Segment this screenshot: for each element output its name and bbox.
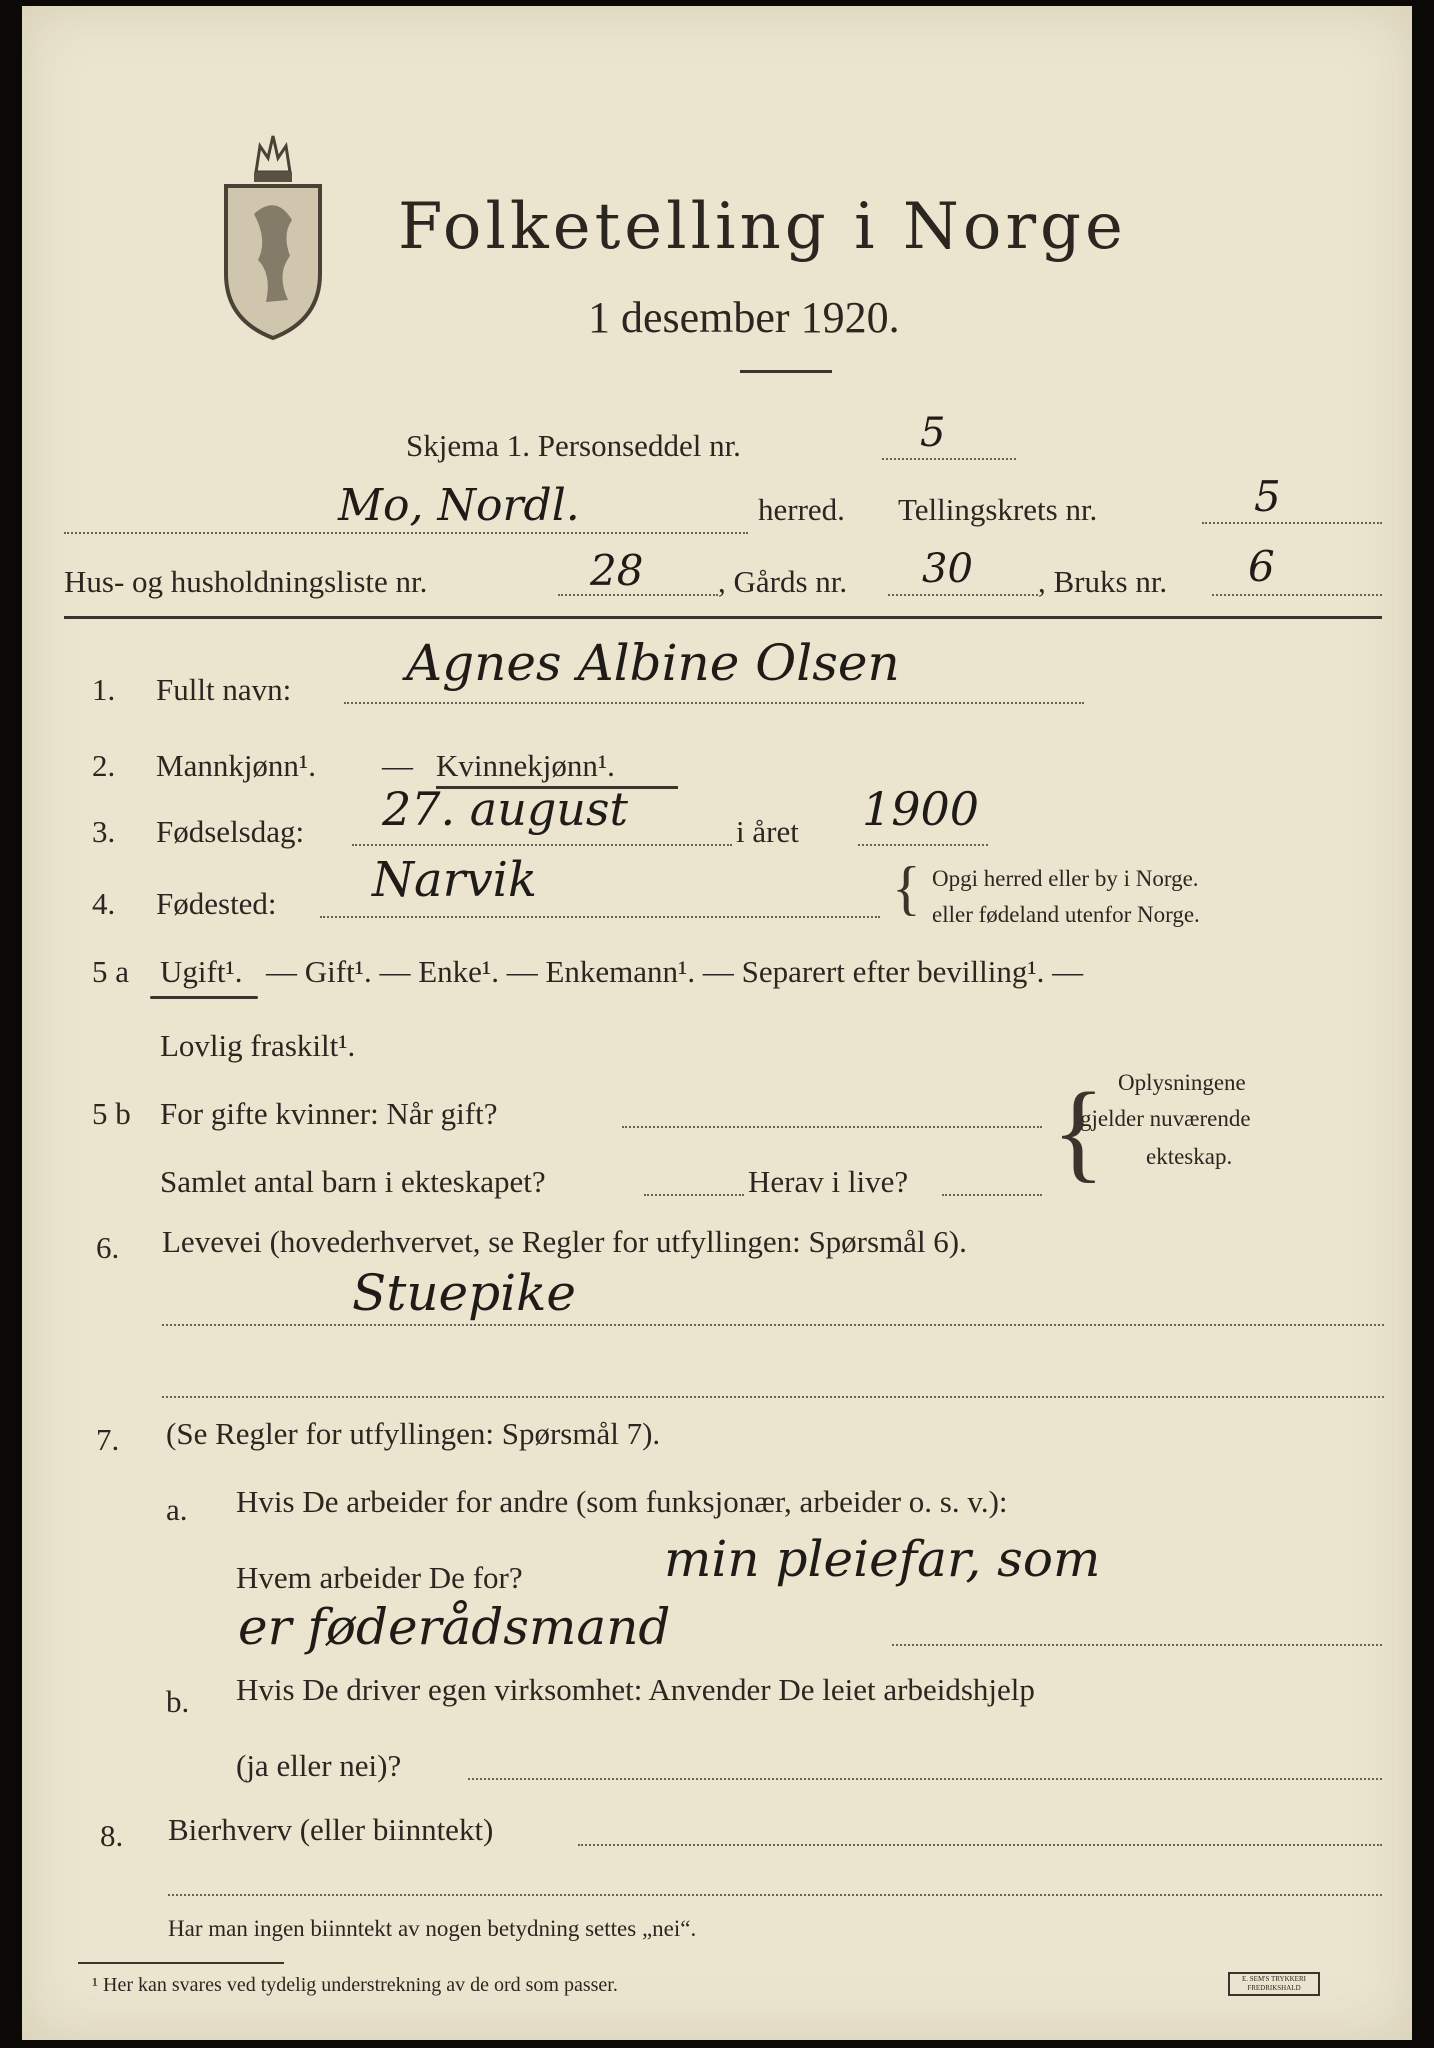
q7-label: (Se Regler for utfyllingen: Spørsmål 7). bbox=[166, 1416, 661, 1451]
footer-note: Har man ingen biinntekt av nogen betydning settes „nei“. bbox=[168, 1916, 697, 1941]
q7a-line1: Hvis De arbeider for andre (som funksjonær, arbeider o. s. v.): bbox=[236, 1484, 1008, 1519]
herred-value: Mo, Nordl. bbox=[338, 480, 580, 531]
q2-sep: — bbox=[382, 748, 413, 783]
q5b-number: 5 b bbox=[92, 1096, 131, 1131]
form-title: Folketelling i Norge bbox=[398, 190, 1127, 264]
bruks-label: , Bruks nr. bbox=[1038, 564, 1168, 599]
schema-label: Skjema 1. Personseddel nr. bbox=[406, 428, 741, 463]
q7b-line1: Hvis De driver egen virksomhet: Anvender De leiet arbeidshjelp bbox=[236, 1672, 1035, 1707]
q5b-line2a: Samlet antal barn i ekteskapet? bbox=[160, 1164, 546, 1199]
full-name-value: Agnes Albine Olsen bbox=[406, 634, 900, 692]
q8-label: Bierhverv (eller biinntekt) bbox=[168, 1812, 494, 1847]
q5b-note-1: Oplysningene bbox=[1118, 1070, 1246, 1095]
q8-number: 8. bbox=[100, 1818, 124, 1853]
q7b-number: b. bbox=[166, 1684, 190, 1719]
q4-number: 4. bbox=[92, 886, 116, 921]
q6-label: Levevei (hovederhvervet, se Regler for utfyllingen: Spørsmål 6). bbox=[162, 1224, 967, 1259]
gards-label: , Gårds nr. bbox=[718, 564, 848, 599]
q4-label: Fødested: bbox=[156, 886, 277, 921]
ugift-underline bbox=[150, 996, 258, 999]
q2-male: Mannkjønn¹. bbox=[156, 748, 316, 783]
q6-number: 6. bbox=[96, 1230, 120, 1265]
q2-female: Kvinnekjønn¹. bbox=[436, 748, 615, 783]
tellingskrets-label: Tellingskrets nr. bbox=[898, 492, 1098, 527]
q7b-line2: (ja eller nei)? bbox=[236, 1748, 402, 1783]
bruks-nr-value: 6 bbox=[1248, 542, 1275, 591]
q5b-line1: For gifte kvinner: Når gift? bbox=[160, 1096, 498, 1131]
q3-year-label: i året bbox=[736, 814, 799, 849]
printer-stamp: E. SEM'S TRYKKERI FREDRIKSHALD bbox=[1228, 1972, 1320, 1996]
liste-nr-value: 28 bbox=[590, 546, 644, 595]
header-divider bbox=[64, 616, 1382, 619]
q5a-options: — Gift¹. — Enke¹. — Enkemann¹. — Separert efter bevilling¹. — bbox=[266, 954, 1084, 989]
q5b-note-3: ekteskap. bbox=[1146, 1144, 1233, 1169]
employer-value-2: er føderådsmand bbox=[238, 1598, 671, 1656]
birthdate-value: 27. august bbox=[382, 782, 628, 836]
q3-number: 3. bbox=[92, 814, 116, 849]
q4-note-1: Opgi herred eller by i Norge. bbox=[932, 866, 1199, 891]
q1-label: Fullt navn: bbox=[156, 672, 292, 707]
q5b-line2b: Herav i live? bbox=[748, 1164, 909, 1199]
q4-note-2: eller fødeland utenfor Norge. bbox=[932, 902, 1200, 927]
q7a-line2: Hvem arbeider De for? bbox=[236, 1560, 523, 1595]
birthplace-value: Narvik bbox=[372, 852, 538, 908]
title-rule bbox=[740, 370, 832, 373]
q5a-line2: Lovlig fraskilt¹. bbox=[160, 1028, 356, 1063]
q7a-number: a. bbox=[166, 1492, 188, 1527]
employer-value-1: min pleiefar, som bbox=[664, 1530, 1101, 1588]
q5a-ugift: Ugift¹. bbox=[160, 954, 243, 989]
footnote-rule bbox=[78, 1962, 284, 1964]
q2-number: 2. bbox=[92, 748, 116, 783]
liste-label: Hus- og husholdningsliste nr. bbox=[64, 564, 428, 599]
personseddel-nr-value: 5 bbox=[920, 410, 946, 456]
q3-label: Fødselsdag: bbox=[156, 814, 305, 849]
q7-number: 7. bbox=[96, 1422, 120, 1457]
coat-of-arms-icon bbox=[218, 124, 328, 344]
herred-label: herred. bbox=[758, 492, 845, 527]
q5b-note-2: gjelder nuværende bbox=[1080, 1106, 1251, 1131]
census-date: 1 desember 1920. bbox=[588, 293, 900, 342]
census-form: Folketelling i Norge 1 desember 1920. Skjema 1. Personseddel nr. 5 Mo, Nordl. herred. Tellingskrets nr. 5 Hus- og husholdningsliste nr. 28 , Gårds nr. 30 , Bruks nr. 6 1. Fullt navn: Agnes Albine Olsen 2. Mannkjønn¹. — Kvinnekjønn¹. 3. Fødselsdag: 27. august i året 1900 4. Fødested: Narvik { Opgi herred eller by i Norge. eller fødeland utenfor Norge. 5 a Ugift¹. — Gift¹. — Enke¹. — Enkemann¹. — Separert efter bevilling¹. — Lovlig fraskilt¹. 5 b For gifte kvinner: Når gift? Samlet antal barn i ekteskapet? Herav i live? { Oplysningene gjelder nuværende ekteskap. 6. Levevei (hovederhvervet, se Regler for utfyllingen: Spørsmål 6). Stuepike 7. (Se Regler for utfyllingen: Spørsmål 7). a. Hvis De arbeider for andre (som funksjonær, arbeider o. s. v.): Hvem arbeider De for? min pleiefar, som er føderådsmand b. Hvis De driver egen virksomhet: Anvender De leiet arbeidshjelp (ja eller nei)? 8. Bierhverv (eller biinntekt) Har man ingen biinntekt av nogen betydning settes „nei“. ¹ Her kan svares ved tydelig understrekning av de ord som passer. E. SEM'S TRYKKERI FREDRIKSHALD bbox=[22, 6, 1412, 2040]
q5a-number: 5 a bbox=[92, 954, 130, 989]
q1-number: 1. bbox=[92, 672, 116, 707]
gards-nr-value: 30 bbox=[922, 546, 973, 592]
occupation-value: Stuepike bbox=[352, 1264, 577, 1322]
tellingskrets-nr-value: 5 bbox=[1254, 472, 1281, 521]
birth-year-value: 1900 bbox=[862, 782, 980, 836]
footnote: ¹ Her kan svares ved tydelig understrekning av de ord som passer. bbox=[92, 1974, 618, 1996]
